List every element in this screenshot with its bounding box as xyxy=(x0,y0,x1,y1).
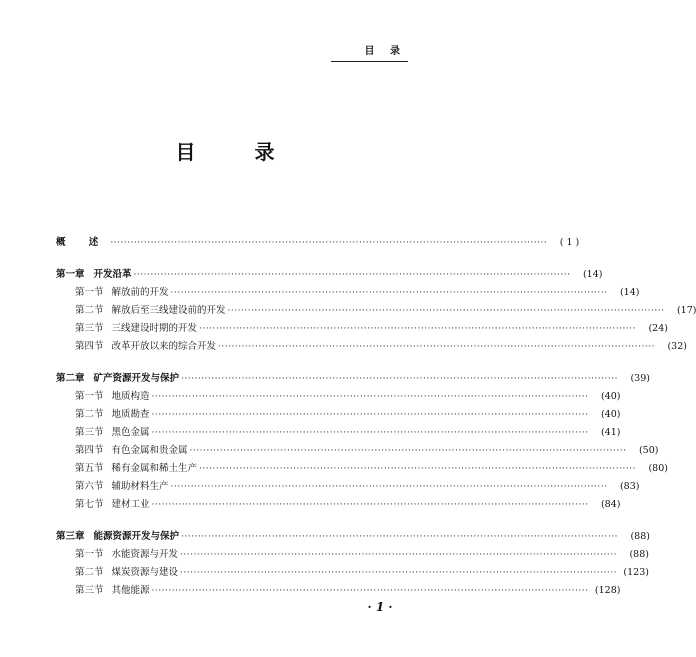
toc-entry-page: (80) xyxy=(648,463,668,474)
toc-leader-dots: ·································································································································· xyxy=(151,500,589,510)
toc-entry-title: 开发沿革 xyxy=(93,269,132,280)
toc-entry-page: (40) xyxy=(600,391,621,402)
toc-entry-title: 地质勘查 xyxy=(111,409,150,420)
toc-entry-chapter-1[interactable] xyxy=(56,268,603,282)
toc-leader-dots: ·································································································································· xyxy=(199,464,636,474)
toc-leader-dots: ·································································································································· xyxy=(151,410,589,420)
toc-leader-dots: ·································································································································· xyxy=(133,270,571,280)
toc-entry-number: 第二节 xyxy=(75,305,104,316)
toc-entry-number: 第四节 xyxy=(75,445,104,456)
toc-entry-label xyxy=(75,462,197,476)
toc-leader-dots: ·································································································································· xyxy=(180,550,617,560)
toc-entry-title: 矿产资源开发与保护 xyxy=(93,373,180,384)
toc-entry-section[interactable] xyxy=(56,444,659,458)
toc-entry-label xyxy=(75,322,197,336)
toc-entry-section[interactable] xyxy=(56,548,649,562)
toc-entry-title: 建材工业 xyxy=(111,499,150,510)
toc-entry-page: (39) xyxy=(630,373,650,384)
toc-entry-number: 第三节 xyxy=(75,585,104,596)
toc-entry-label xyxy=(75,444,188,458)
toc-entry-title: 水能资源与开发 xyxy=(111,549,179,560)
toc-leader-dots: ·································································································································· xyxy=(189,446,627,456)
toc-entry-label xyxy=(56,372,179,386)
toc-leader-dots: ·································································································································· xyxy=(218,342,655,352)
page-folio: · 1 · xyxy=(367,600,393,614)
toc-entry-label xyxy=(75,426,150,440)
toc-entry-page: (14) xyxy=(619,287,640,298)
toc-entry-section[interactable] xyxy=(56,304,696,318)
toc-leader-dots: ·································································································································· xyxy=(180,568,617,578)
toc-entry-page: (50) xyxy=(638,445,659,456)
toc-entry-section[interactable] xyxy=(56,322,668,336)
toc-entry-title: 地质构造 xyxy=(111,391,150,402)
toc-leader-dots: ·································································································································· xyxy=(170,482,608,492)
toc-entry-label xyxy=(56,268,132,282)
toc-entry-number: 第四节 xyxy=(75,341,104,352)
toc-entry-label xyxy=(75,340,216,354)
toc-entry-section[interactable] xyxy=(56,480,640,494)
toc-leader-dots: ·································································································································· xyxy=(110,238,548,248)
toc-entry-number: 第一章 xyxy=(56,269,85,280)
toc-entry-title: 解放前的开发 xyxy=(111,287,169,298)
toc-entry-number: 第七节 xyxy=(75,499,104,510)
toc-entry-number: 第三节 xyxy=(75,427,104,438)
toc-entry-chapter-2[interactable] xyxy=(56,372,650,386)
toc-entry-chapter-3[interactable] xyxy=(56,530,650,544)
toc-entry-section[interactable] xyxy=(56,408,621,422)
toc-entry-title: 煤炭资源与建设 xyxy=(111,567,179,578)
toc-entry-number: 第六节 xyxy=(75,481,104,492)
toc-entry-page: (83) xyxy=(619,481,640,492)
toc-entry-title: 稀有金属和稀土生产 xyxy=(111,463,198,474)
toc-entry-title: 能源资源开发与保护 xyxy=(93,531,180,542)
toc-entry-page: (84) xyxy=(600,499,621,510)
toc-leader-dots: ·································································································································· xyxy=(227,306,665,316)
toc-entry-number: 第三节 xyxy=(75,323,104,334)
toc-leader-dots: ·································································································································· xyxy=(151,428,589,438)
toc-entry-page: (17) xyxy=(676,305,696,316)
toc-entry-number: 第二章 xyxy=(56,373,85,384)
toc-entry-label xyxy=(75,584,150,598)
toc-entry-title: 黑色金属 xyxy=(111,427,150,438)
toc-entry-page: (88) xyxy=(630,531,650,542)
toc-entry-label xyxy=(75,548,178,562)
toc-entry-section[interactable] xyxy=(56,462,668,476)
toc-entry-label xyxy=(75,286,169,300)
toc-entry-number: 第五节 xyxy=(75,463,104,474)
toc-entry-label xyxy=(75,304,226,318)
toc-entry-title: 有色金属和贵金属 xyxy=(111,445,188,456)
toc-entry-title: 其他能源 xyxy=(111,585,150,596)
toc-entry-section[interactable] xyxy=(56,566,649,580)
toc-entry-overview[interactable] xyxy=(56,236,580,250)
toc-entry-number: 第一节 xyxy=(75,287,104,298)
page-title: 目 录 xyxy=(175,140,301,164)
toc-entry-number: 第二节 xyxy=(75,409,104,420)
toc-entry-number: 第一节 xyxy=(75,391,104,402)
toc-leader-dots: ·································································································································· xyxy=(170,288,608,298)
toc-entry-page: (128) xyxy=(594,585,621,596)
toc-entry-page: (14) xyxy=(582,269,603,280)
toc-entry-page: (123) xyxy=(623,567,649,578)
toc-entry-label xyxy=(75,566,178,580)
toc-entry-label: 概 述 xyxy=(56,237,109,248)
toc-entry-title: 三线建设时期的开发 xyxy=(111,323,198,334)
toc-entry-page: (40) xyxy=(600,409,621,420)
running-head: 目 录 xyxy=(364,46,406,57)
toc-entry-page: (32) xyxy=(667,341,687,352)
toc-entry-number: 第一节 xyxy=(75,549,104,560)
toc-entry-section[interactable] xyxy=(56,498,621,512)
toc-entry-page: (41) xyxy=(600,427,621,438)
toc-entry-section[interactable] xyxy=(56,286,640,300)
toc-entry-label xyxy=(75,480,169,494)
toc-entry-title: 辅助材料生产 xyxy=(111,481,169,492)
toc-entry-label xyxy=(75,408,150,422)
toc-entry-section[interactable] xyxy=(56,390,621,404)
toc-entry-title: 解放后至三线建设前的开发 xyxy=(111,305,226,316)
toc-leader-dots: ·································································································································· xyxy=(151,586,589,596)
toc-entry-page: (24) xyxy=(648,323,668,334)
toc-entry-label xyxy=(75,498,150,512)
toc-entry-section[interactable] xyxy=(56,340,687,354)
toc-leader-dots: ·································································································································· xyxy=(181,374,618,384)
toc-entry-label xyxy=(56,530,179,544)
toc-leader-dots: ·································································································································· xyxy=(151,392,589,402)
toc-entry-section[interactable] xyxy=(56,426,621,440)
toc-leader-dots: ·································································································································· xyxy=(199,324,636,334)
toc-entry-label xyxy=(75,390,150,404)
toc-entry-page: ( 1 ) xyxy=(559,237,580,248)
toc-entry-title: 改革开放以来的综合开发 xyxy=(111,341,217,352)
toc-entry-number: 第二节 xyxy=(75,567,104,578)
toc-entry-section[interactable] xyxy=(56,584,621,598)
toc-entry-number: 第三章 xyxy=(56,531,85,542)
toc-leader-dots: ·································································································································· xyxy=(181,532,618,542)
toc-entry-page: (88) xyxy=(629,549,649,560)
